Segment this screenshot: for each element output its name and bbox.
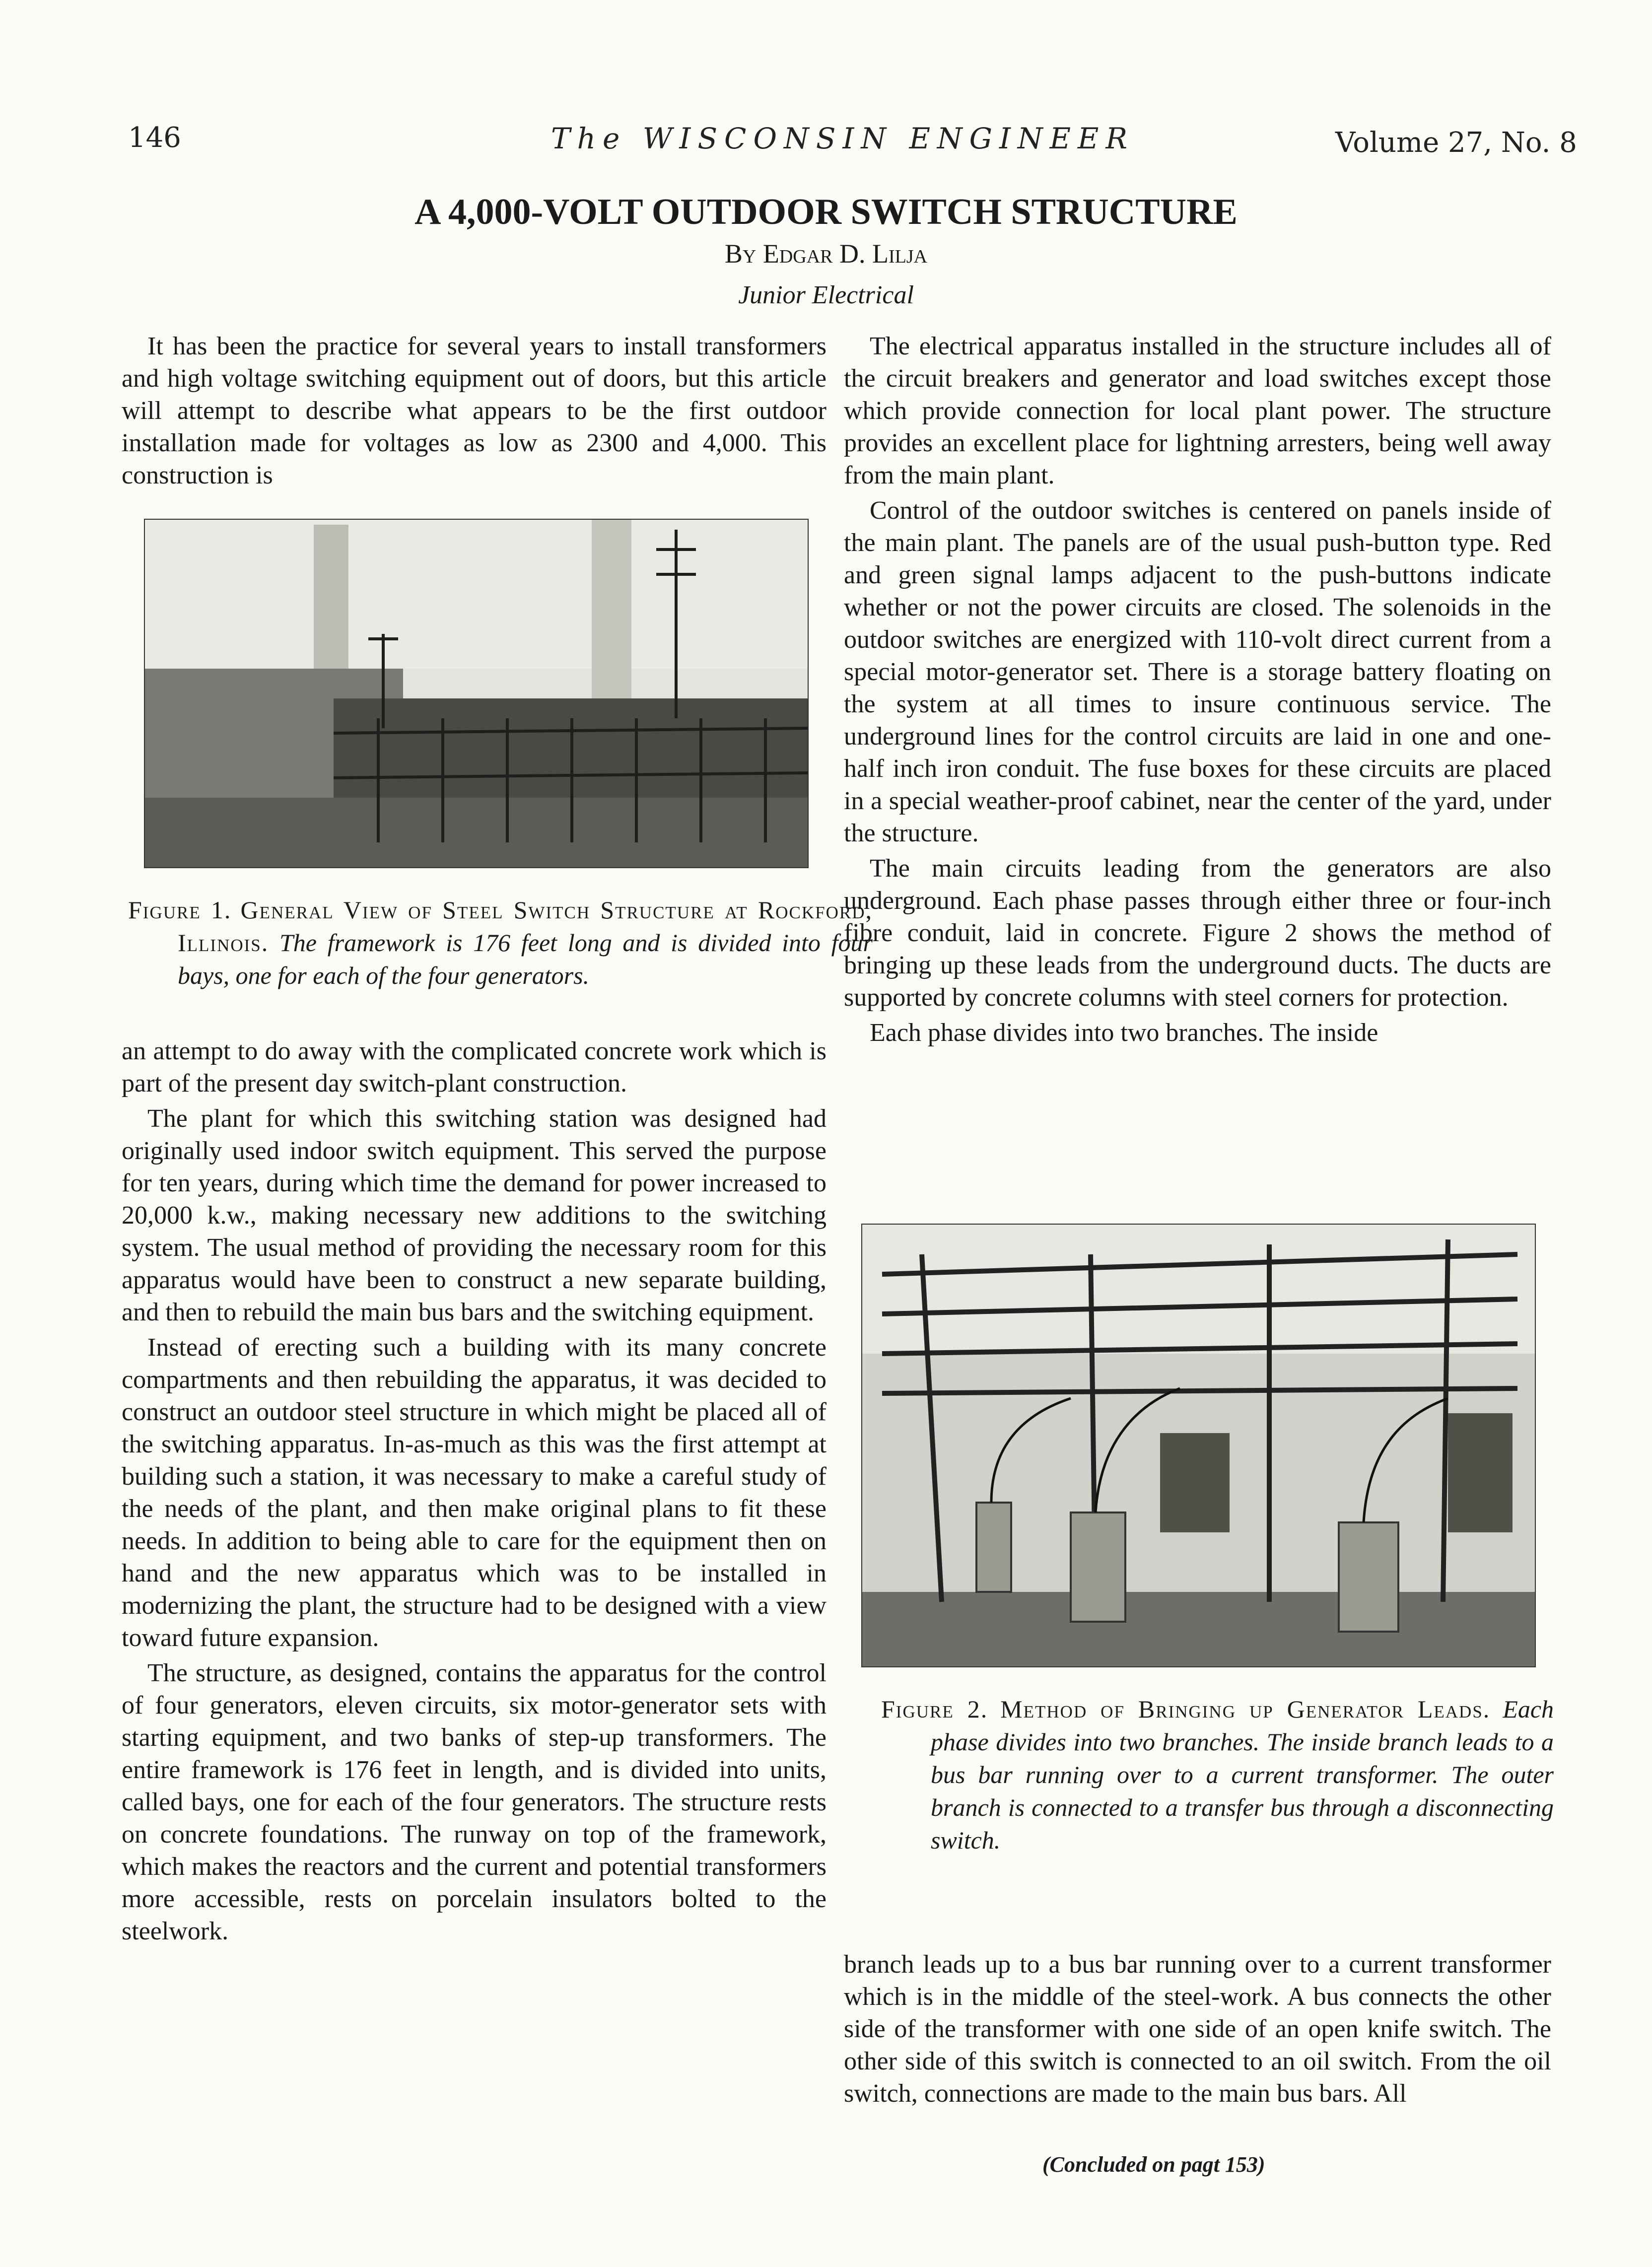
figure-2-illustration <box>862 1225 1535 1666</box>
body-paragraph: The plant for which this switching station was designed had originally used indoor switch equipment. This served the purpose for ten years, during which time the demand for power increased to 20,000 k.w., making necessary new additions to the switching system. The usual method of providing the necessary room for this apparatus would have been to construct a new separate building, and then to rebuild the main bus bars and the switching equipment. <box>122 1104 826 1326</box>
continuation-paragraph: branch leads up to a bus bar running over to a current transformer which is in the middle of the steel-work. A bus connects the other side of the transformer with one side of an open knife switch. The other side of this switch is connected to an oil switch. From the oil switch, connections are made to the main bus bars. All <box>844 1950 1551 2108</box>
figure-2-caption <box>881 1693 1554 1856</box>
article-title: A 4,000-VOLT OUTDOOR SWITCH STRUCTURE <box>414 192 1238 232</box>
affiliation: Junior Electrical <box>738 281 914 309</box>
volume-label: Volume 27, No. 8 <box>1335 127 1577 159</box>
body-paragraph: The main circuits leading from the generators are also underground. Each phase passes through either three or four-inch fibre conduit, laid in concrete. Figure 2 shows the method of bringing up these leads from the underground ducts. The ducts are supported by concrete columns with steel corners for protection. <box>844 854 1551 1012</box>
figure-2-title: Method of Bringing up Generator Leads. <box>1000 1695 1491 1723</box>
figure-1-caption <box>128 893 873 992</box>
body-paragraph: Instead of erecting such a building with its many concrete compartments and then rebuilding the apparatus, it was decided to construct an outdoor steel structure in which might be placed all of the switching apparatus. In-as-much as this was the first attempt at building such a station, it was necessary to make a careful study of the needs of the plant, and then make original plans to fit these needs. In addition to being able to care for the equipment then on hand and the new apparatus which was to be installed in modernizing the plant, the structure had to be designed with a view toward future expansion. <box>122 1333 826 1652</box>
body-paragraph: Each phase divides into two branches. The inside <box>870 1019 1378 1047</box>
continuation-paragraph: an attempt to do away with the complicated concrete work which is part of the present day switch-plant construction. <box>122 1037 826 1098</box>
intro-paragraph: It has been the practice for several years to install transformers and high voltage switching equipment out of doors, but this article will attempt to describe what appears to be the first outdoor installation made for voltages as low as 2300 and 4,000. This construction is <box>122 332 826 489</box>
body-paragraph: The structure, as designed, contains the apparatus for the control of four generators, eleven circuits, six motor-generator sets with starting equipment, and two banks of step-up transformers. The entire framework is 176 feet in length, and is divided into units, called bays, one for each of the four generators. The structure rests on concrete foundations. The runway on top of the framework, which makes the reactors and the current and potential transformers more accessible, rests on porcelain insulators bolted to the steelwork. <box>122 1659 826 1945</box>
concluded-note: (Concluded on pagt 153) <box>1042 2152 1265 2177</box>
left-column-body <box>122 1035 826 1950</box>
right-column-continuation <box>844 1948 1551 2113</box>
figure-1-title: General View of Steel Switch Structure at Rockford, Illinois. <box>178 896 873 957</box>
left-column-intro <box>122 330 826 494</box>
figure-1-photo <box>144 519 809 868</box>
figure-2-label: Figure 2. <box>881 1695 988 1723</box>
figure-2-photo <box>861 1224 1536 1667</box>
right-column-body <box>844 330 1551 1052</box>
figure-2-description: Each phase divides into two branches. The inside branch leads to a bus bar running over to a current transformer. The outer branch is connected to a transfer bus through a disconnecting switch. <box>931 1695 1554 1854</box>
figure-1-description: The framework is 176 feet long and is divided into four bays, one for each of the four generators. <box>178 929 873 989</box>
body-paragraph: The electrical apparatus installed in the structure includes all of the circuit breakers and generator and load switches except those which provide connection for local plant power. The structure provides an excellent place for lightning arresters, being well away from the main plant. <box>844 332 1551 489</box>
running-title: The WISCONSIN ENGINEER <box>551 122 1134 155</box>
figure-1-illustration <box>145 520 808 867</box>
body-paragraph: Control of the outdoor switches is centered on panels inside of the main plant. The panels are of the usual push-button type. Red and green signal lamps adjacent to the push-buttons indicate whether or not the power circuits are closed. The solenoids in the outdoor switches are energized with 110-volt direct current from a special motor-generator set. There is a storage battery floating on the system at all times to insure continuous service. The underground lines for the control circuits are laid in one and one-half inch iron conduit. The fuse boxes for these circuits are placed in a special weather-proof cabinet, near the center of the yard, under the structure. <box>844 496 1551 847</box>
page-number: 146 <box>128 122 181 154</box>
figure-1-label: Figure 1. <box>128 896 232 924</box>
byline: By Edgar D. Lilja <box>724 239 928 269</box>
